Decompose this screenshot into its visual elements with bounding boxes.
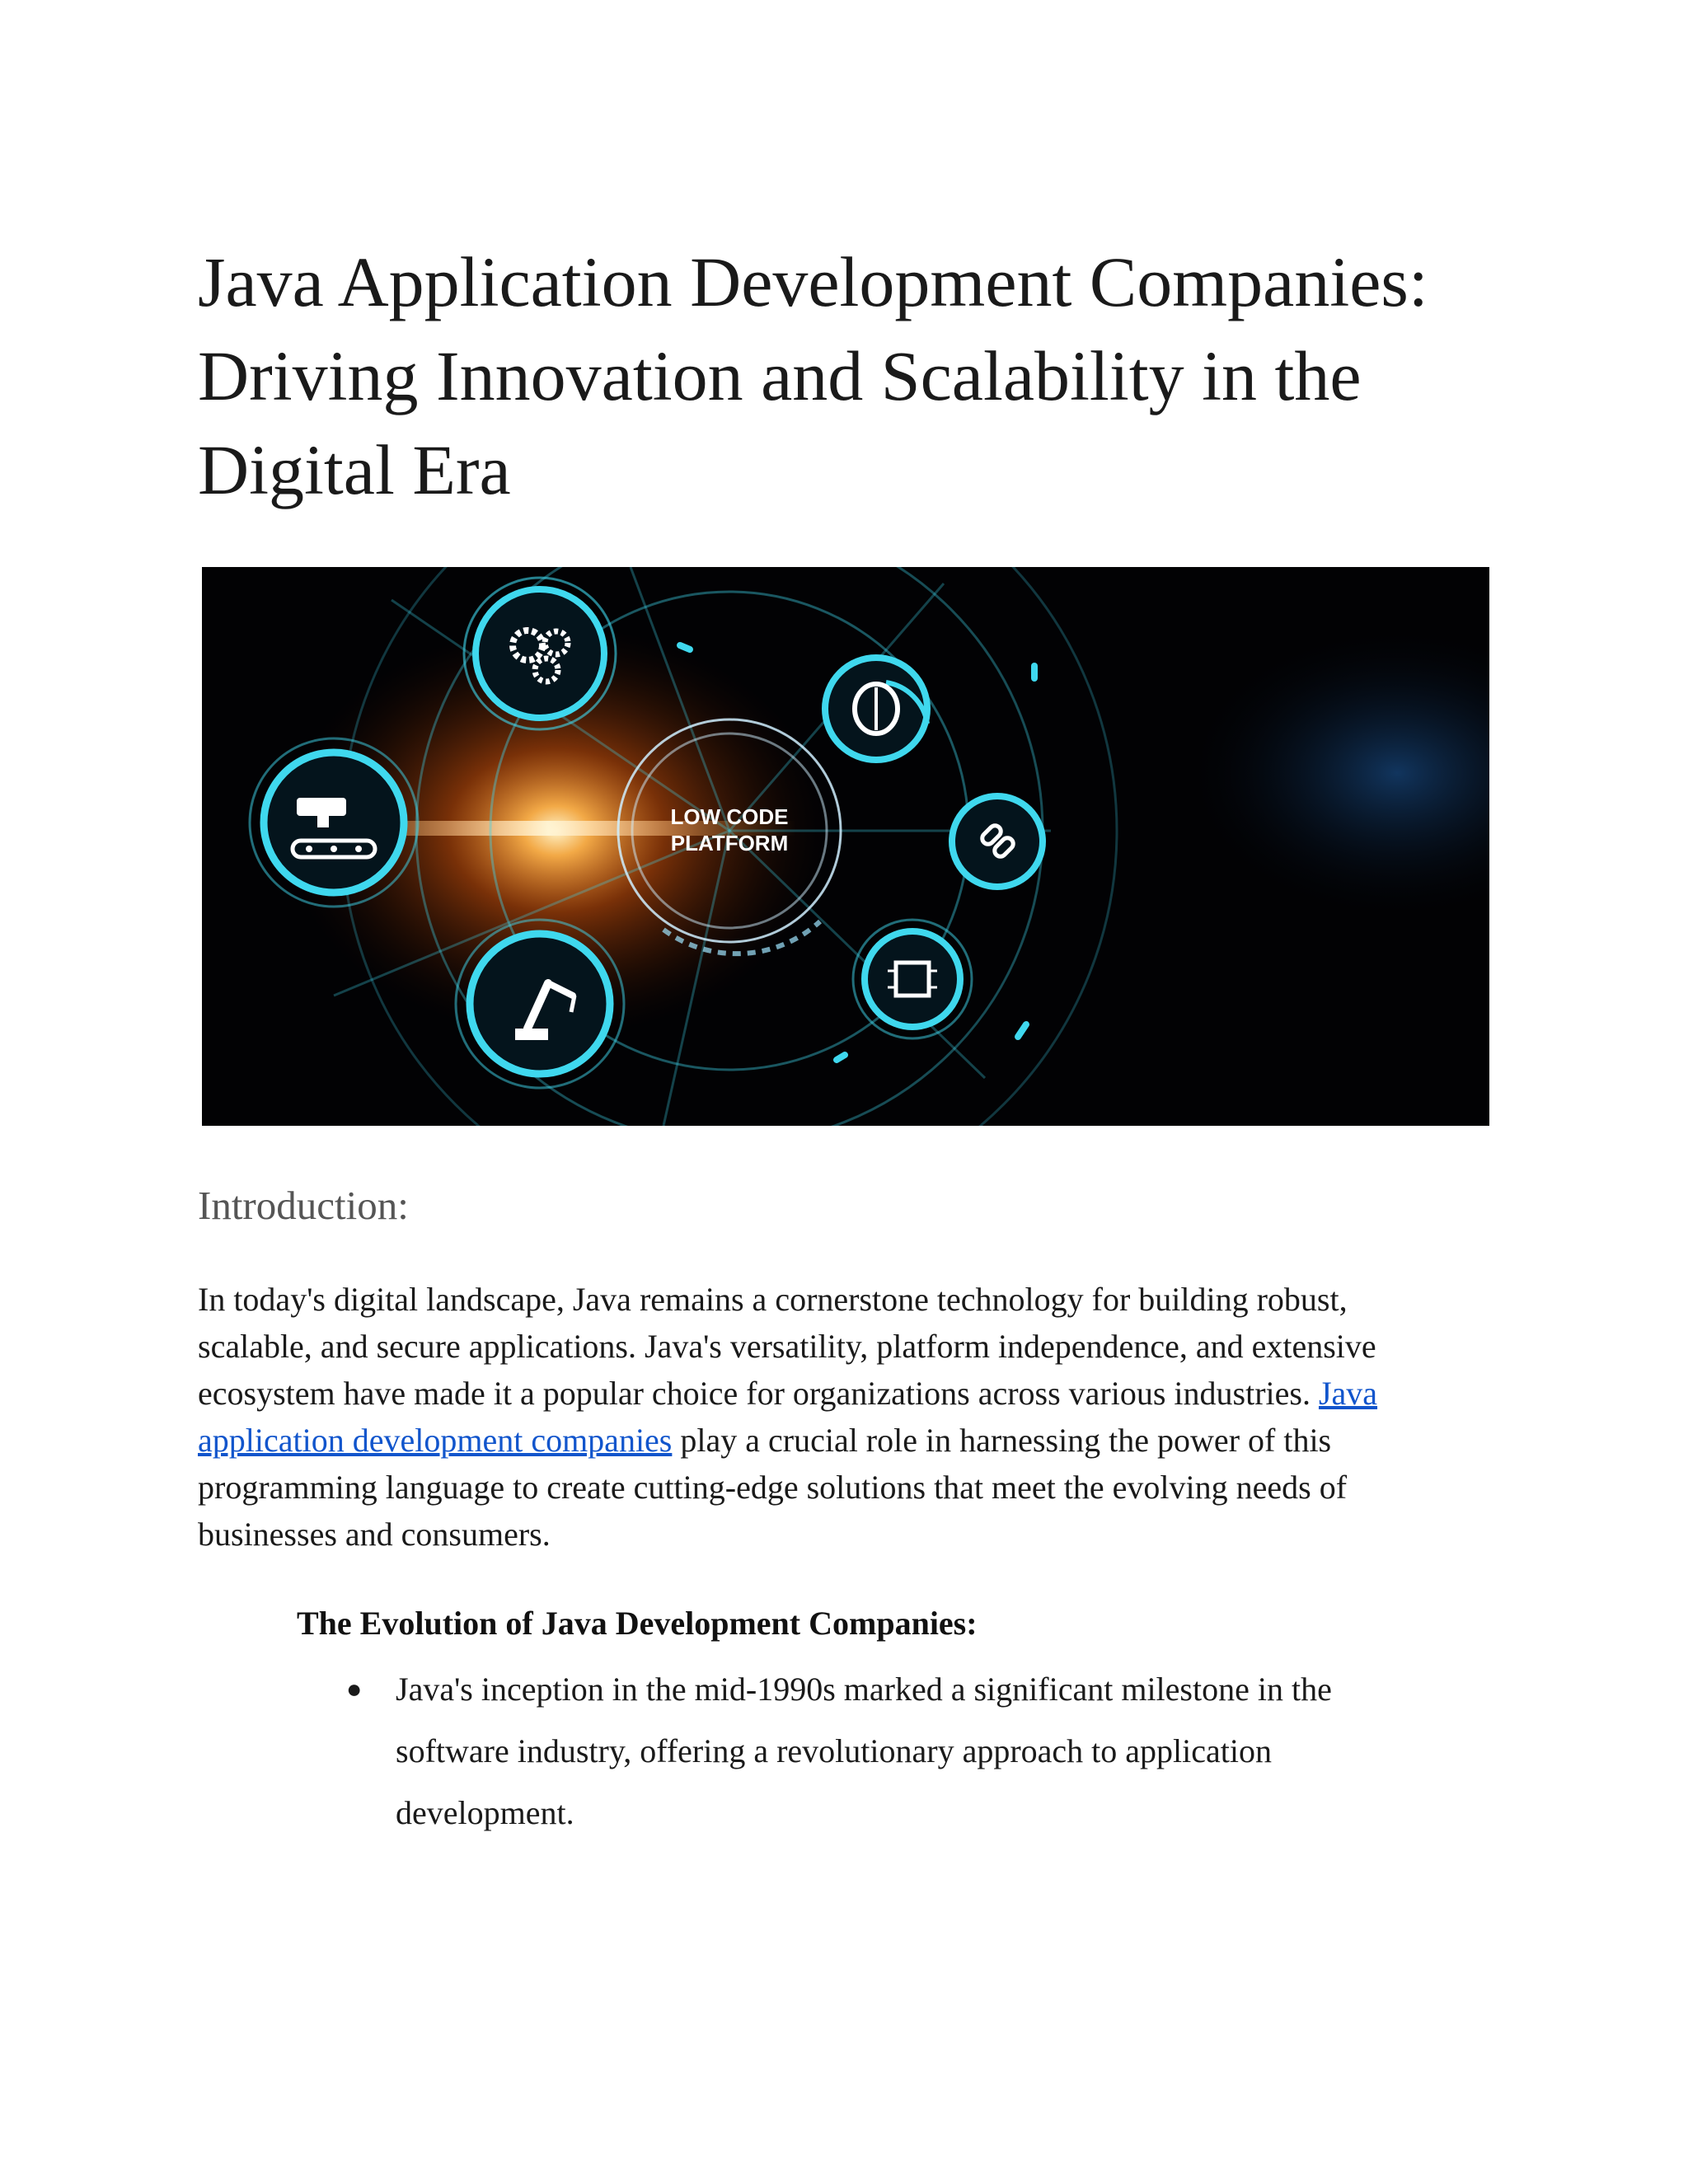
intro-line-6: businesses and consumers. xyxy=(198,1516,551,1553)
bullet-line-1: Java's inception in the mid-1990s marked a significant milestone in the xyxy=(396,1671,1332,1708)
gears-icon xyxy=(464,578,616,729)
intro-line-3 xyxy=(198,1370,1500,1417)
bullet-line-2: software industry, offering a revolutionary approach to application xyxy=(396,1732,1272,1769)
subtitle-introduction: Introduction: xyxy=(198,1183,409,1228)
title-line-1: Java Application Development Companies: xyxy=(198,242,1428,321)
title-line-2: Driving Innovation and Scalability in the xyxy=(198,336,1362,415)
bullet-line-3: development. xyxy=(396,1794,574,1831)
intro-line-4-text: play a crucial role in harnessing the power of this xyxy=(672,1422,1332,1459)
intro-line-5: programming language to create cutting-edge solutions that meet the evolving needs of xyxy=(198,1469,1348,1506)
conveyor-icon xyxy=(250,738,418,907)
hero-image xyxy=(202,567,1489,1126)
java-companies-link-part-2[interactable]: application development companies xyxy=(198,1422,673,1459)
bullet-icon: ● xyxy=(346,1674,363,1704)
intro-line-2: scalable, and secure applications. Java's versatility, platform independence, and extensive xyxy=(198,1328,1376,1365)
intro-line-4 xyxy=(198,1417,1500,1464)
section-heading-evolution: The Evolution of Java Development Companies: xyxy=(297,1605,978,1642)
document-title xyxy=(198,235,1517,517)
list-item xyxy=(346,1658,1500,1844)
java-companies-link-part-1[interactable]: Java xyxy=(1318,1375,1378,1412)
evolution-bullet-list xyxy=(346,1658,1500,1844)
intro-line-1: In today's digital landscape, Java remains a cornerstone technology for building robust, xyxy=(198,1281,1348,1318)
intro-paragraph xyxy=(198,1276,1500,1558)
brain-icon xyxy=(825,658,927,760)
chip-icon xyxy=(853,920,972,1038)
center-label-line-1: LOW CODE xyxy=(670,804,789,829)
intro-line-3-text: ecosystem have made it a popular choice for organizations across various industries. xyxy=(198,1375,1319,1412)
title-line-3: Digital Era xyxy=(198,430,511,509)
center-label-line-2: PLATFORM xyxy=(670,831,789,855)
robot-arm-icon xyxy=(456,920,624,1088)
link-icon xyxy=(952,796,1043,887)
